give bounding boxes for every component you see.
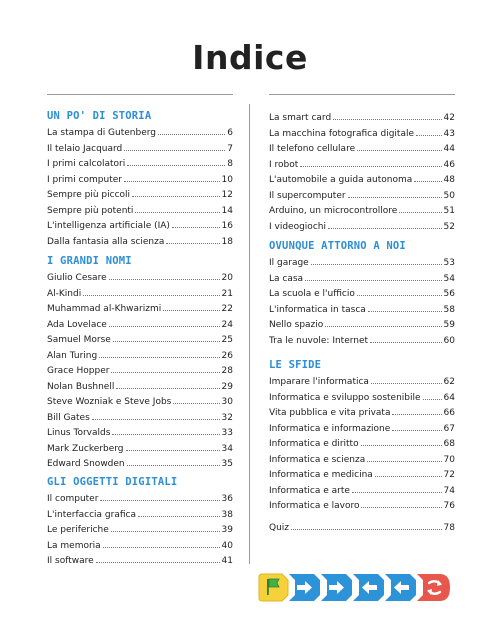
toc-entry-label: L'interfaccia grafica bbox=[47, 509, 136, 520]
toc-entry[interactable] bbox=[269, 303, 455, 316]
toc-entry[interactable] bbox=[269, 204, 455, 217]
toc-entry[interactable] bbox=[269, 127, 455, 140]
toc-entry-page-number: 25 bbox=[221, 335, 233, 345]
toc-entry-label: Sempre più piccoli bbox=[47, 190, 131, 200]
toc-entry-page-number: 62 bbox=[443, 377, 455, 387]
toc-entry-page-number: 28 bbox=[221, 366, 233, 376]
toc-entry[interactable] bbox=[47, 126, 233, 139]
toc-entry[interactable] bbox=[269, 318, 455, 331]
toc-entry-page-number: 53 bbox=[443, 258, 455, 268]
toc-entry-page-number: 35 bbox=[221, 459, 233, 469]
dot-leader bbox=[113, 333, 220, 342]
toc-entry-page-number: 58 bbox=[443, 304, 455, 315]
dot-leader bbox=[116, 380, 219, 389]
toc-entry-label: Nello spazio bbox=[269, 320, 324, 330]
toc-entry-page-number: 54 bbox=[443, 273, 455, 284]
toc-entry[interactable] bbox=[47, 457, 233, 470]
toc-entry-label: I primi computer bbox=[47, 174, 122, 185]
toc-entry-page-number: 7 bbox=[227, 143, 233, 154]
toc-entry-page-number: 8 bbox=[227, 159, 233, 169]
toc-entry[interactable] bbox=[269, 173, 455, 186]
toc-entry-label: Il software bbox=[47, 556, 94, 566]
dot-leader bbox=[357, 287, 442, 296]
toc-entry[interactable] bbox=[269, 158, 455, 171]
toc-entry-label: Vita pubblica e vita privata bbox=[269, 408, 391, 418]
toc-entry[interactable] bbox=[47, 349, 233, 362]
dot-leader bbox=[109, 318, 220, 327]
toc-entry[interactable] bbox=[47, 333, 233, 346]
toc-entry-label: Ada Lovelace bbox=[47, 319, 107, 330]
toc-entry-page-number: 40 bbox=[221, 540, 233, 551]
toc-entry-label: Le periferiche bbox=[47, 525, 109, 535]
dot-leader bbox=[92, 411, 220, 420]
dot-leader bbox=[416, 127, 442, 136]
dot-leader bbox=[111, 364, 219, 373]
toc-entry[interactable] bbox=[269, 256, 455, 269]
toc-entry-page-number: 50 bbox=[443, 190, 455, 201]
toc-entry-label: Arduino, un microcontrollore bbox=[269, 206, 398, 216]
toc-entry[interactable] bbox=[47, 188, 233, 201]
dot-leader bbox=[158, 126, 225, 135]
toc-entry-page-number: 68 bbox=[443, 439, 455, 449]
toc-entry-page-number: 42 bbox=[443, 113, 455, 123]
toc-entry-page-number: 30 bbox=[221, 397, 233, 407]
toc-entry-page-number: 41 bbox=[221, 556, 233, 566]
toc-entry-page-number: 76 bbox=[443, 501, 455, 511]
dot-leader bbox=[367, 453, 441, 462]
dot-leader bbox=[126, 442, 220, 451]
toc-entry-page-number: 29 bbox=[221, 381, 233, 392]
section-heading: UN PO' DI STORIA bbox=[47, 110, 152, 122]
dot-leader bbox=[100, 492, 219, 501]
toc-entry[interactable] bbox=[269, 422, 455, 435]
toc-entry-label: Muhammad al-Khwarizmi bbox=[47, 304, 162, 314]
dot-leader bbox=[83, 287, 219, 296]
dot-leader bbox=[392, 406, 441, 415]
toc-entry[interactable] bbox=[47, 364, 233, 377]
page-title: Indice bbox=[192, 38, 308, 77]
toc-entry-label: La macchina fotografica digitale bbox=[269, 128, 414, 139]
toc-entry-page-number: 34 bbox=[221, 443, 233, 454]
toc-entry-label: Informatica e informazione bbox=[269, 423, 391, 434]
toc-entry-label: I videogiochi bbox=[269, 221, 326, 232]
toc-entry-label: Il computer bbox=[47, 494, 99, 504]
toc-entry-page-number: 32 bbox=[221, 412, 233, 423]
right-header-rule bbox=[269, 94, 455, 95]
toc-entry[interactable] bbox=[47, 492, 233, 505]
toc-entry-label: Tra le nuvole: Internet bbox=[269, 335, 369, 346]
dot-leader bbox=[361, 437, 442, 446]
dot-leader bbox=[135, 204, 219, 213]
toc-entry-label: Informatica e diritto bbox=[269, 439, 359, 449]
dot-leader bbox=[325, 318, 441, 327]
toc-entry-label: La smart card bbox=[269, 113, 332, 123]
dot-leader bbox=[124, 173, 220, 182]
toc-entry[interactable] bbox=[47, 157, 233, 170]
column-divider bbox=[249, 104, 250, 564]
toc-entry-label: Informatica e arte bbox=[269, 485, 350, 496]
toc-entry-label: La stampa di Gutenberg bbox=[47, 128, 157, 138]
toc-entry[interactable] bbox=[47, 523, 233, 536]
dot-leader bbox=[138, 508, 220, 517]
toc-entry-page-number: 72 bbox=[443, 470, 455, 480]
toc-entry-label: Informatica e medicina bbox=[269, 470, 373, 480]
toc-entry-page-number: 59 bbox=[443, 320, 455, 330]
dot-leader bbox=[172, 219, 220, 228]
toc-entry-page-number: 46 bbox=[443, 159, 455, 170]
dot-leader bbox=[361, 499, 441, 508]
toc-entry-label: Edward Snowden bbox=[47, 459, 125, 469]
toc-entry-page-number: 67 bbox=[443, 423, 455, 434]
toc-entry[interactable] bbox=[47, 302, 233, 315]
toc-entry-page-number: 74 bbox=[443, 485, 455, 496]
dot-leader bbox=[291, 521, 442, 530]
toc-entry-label: L'informatica in tasca bbox=[269, 304, 366, 315]
toc-entry-label: Informatica e scienza bbox=[269, 454, 366, 465]
toc-entry-label: Grace Hopper bbox=[47, 366, 110, 376]
toc-entry-label: I primi calcolatori bbox=[47, 159, 126, 169]
toc-entry-label: Informatica e lavoro bbox=[269, 501, 360, 511]
toc-entry-page-number: 20 bbox=[221, 273, 233, 283]
toc-entry[interactable] bbox=[269, 142, 455, 155]
section-heading: LE SFIDE bbox=[269, 359, 322, 371]
toc-entry-label: Sempre più potenti bbox=[47, 205, 134, 216]
toc-entry-label: I robot bbox=[269, 159, 299, 170]
toc-entry-label: La casa bbox=[269, 273, 304, 284]
toc-entry-page-number: 39 bbox=[221, 525, 233, 535]
dot-leader bbox=[414, 173, 441, 182]
toc-entry[interactable] bbox=[47, 426, 233, 439]
section-heading: OVUNQUE ATTORNO A NOI bbox=[269, 240, 406, 252]
toc-entry[interactable] bbox=[47, 204, 233, 217]
dot-leader bbox=[305, 272, 441, 281]
toc-entry[interactable] bbox=[47, 539, 233, 552]
toc-entry-page-number: 56 bbox=[443, 289, 455, 299]
toc-entry-page-number: 66 bbox=[443, 408, 455, 418]
dot-leader bbox=[103, 539, 220, 548]
toc-entry[interactable] bbox=[47, 508, 233, 521]
toc-entry-page-number: 78 bbox=[443, 523, 455, 533]
dot-leader bbox=[352, 484, 442, 493]
toc-entry-label: Linus Torvalds bbox=[47, 428, 111, 438]
toc-entry-label: Imparare l'informatica bbox=[269, 377, 369, 387]
toc-entry-page-number: 21 bbox=[221, 288, 233, 299]
toc-entry[interactable] bbox=[269, 272, 455, 285]
toc-entry-label: Al-Kindi bbox=[47, 288, 82, 299]
dot-leader bbox=[124, 142, 225, 151]
toc-entry[interactable] bbox=[47, 219, 233, 232]
toc-entry[interactable] bbox=[269, 189, 455, 202]
toc-entry-page-number: 12 bbox=[221, 190, 233, 200]
dot-leader bbox=[348, 189, 442, 198]
toc-entry-label: Giulio Cesare bbox=[47, 273, 107, 283]
dot-leader bbox=[112, 426, 219, 435]
toc-entry[interactable] bbox=[47, 395, 233, 408]
section-heading: GLI OGGETTI DIGITALI bbox=[47, 476, 178, 488]
toc-entry[interactable] bbox=[269, 375, 455, 388]
dot-leader bbox=[163, 302, 219, 311]
toc-entry[interactable] bbox=[47, 380, 233, 393]
dot-leader bbox=[99, 349, 219, 358]
toc-entry[interactable] bbox=[269, 437, 455, 450]
toc-entry-label: La memoria bbox=[47, 540, 101, 551]
toc-entry-label: Informatica e sviluppo sostenibile bbox=[269, 392, 421, 403]
toc-entry[interactable] bbox=[47, 173, 233, 186]
toc-entry-page-number: 10 bbox=[221, 174, 233, 185]
repeat-block[interactable] bbox=[414, 571, 454, 604]
toc-entry-label: Alan Turing bbox=[47, 350, 98, 361]
dot-leader bbox=[370, 334, 441, 343]
toc-entry-page-number: 26 bbox=[221, 350, 233, 361]
toc-entry[interactable] bbox=[47, 318, 233, 331]
toc-entry-label: Il telefono cellulare bbox=[269, 144, 356, 154]
dot-leader bbox=[127, 157, 225, 166]
toc-entry-page-number: 16 bbox=[221, 221, 233, 231]
toc-entry-page-number: 33 bbox=[221, 428, 233, 438]
toc-entry-label: L'automobile a guida autonoma bbox=[269, 175, 413, 185]
dot-leader bbox=[357, 142, 441, 151]
toc-entry[interactable] bbox=[269, 111, 455, 124]
dot-leader bbox=[392, 422, 441, 431]
dot-leader bbox=[423, 391, 442, 400]
toc-entry[interactable] bbox=[269, 287, 455, 300]
toc-entry[interactable] bbox=[269, 406, 455, 419]
dot-leader bbox=[333, 111, 441, 120]
toc-entry-label: Il telaio Jacquard bbox=[47, 143, 123, 154]
dot-leader bbox=[111, 523, 220, 532]
toc-entry[interactable] bbox=[269, 521, 455, 534]
toc-entry-page-number: 38 bbox=[221, 509, 233, 520]
toc-entry-page-number: 43 bbox=[443, 128, 455, 139]
toc-entry-label: Il garage bbox=[269, 258, 309, 268]
toc-entry-page-number: 14 bbox=[221, 205, 233, 216]
dot-leader bbox=[127, 457, 220, 466]
toc-entry[interactable] bbox=[269, 391, 455, 404]
toc-entry[interactable] bbox=[47, 442, 233, 455]
toc-entry[interactable] bbox=[269, 468, 455, 481]
toc-entry[interactable] bbox=[47, 554, 233, 567]
dot-leader bbox=[399, 204, 441, 213]
toc-entry-label: Dalla fantasia alla scienza bbox=[47, 236, 165, 247]
dot-leader bbox=[311, 256, 442, 265]
toc-entry-page-number: 60 bbox=[443, 335, 455, 346]
toc-entry-label: Mark Zuckerberg bbox=[47, 443, 124, 454]
toc-entry-page-number: 18 bbox=[221, 236, 233, 247]
toc-entry-page-number: 36 bbox=[221, 494, 233, 504]
toc-entry[interactable] bbox=[269, 484, 455, 497]
toc-entry-label: Nolan Bushnell bbox=[47, 381, 115, 392]
toc-entry-page-number: 51 bbox=[443, 206, 455, 216]
toc-entry[interactable] bbox=[47, 235, 233, 248]
toc-entry-page-number: 48 bbox=[443, 175, 455, 185]
toc-entry[interactable] bbox=[47, 411, 233, 424]
toc-entry-page-number: 22 bbox=[221, 304, 233, 314]
dot-leader bbox=[300, 158, 441, 167]
toc-entry-label: Steve Wozniak e Steve Jobs bbox=[47, 397, 172, 407]
toc-entry-label: Il supercomputer bbox=[269, 190, 346, 201]
toc-entry[interactable] bbox=[269, 220, 455, 233]
toc-entry-page-number: 24 bbox=[221, 319, 233, 330]
toc-entry[interactable] bbox=[47, 271, 233, 284]
toc-entry-label: L'intelligenza artificiale (IA) bbox=[47, 221, 170, 231]
toc-entry-label: Quiz bbox=[269, 523, 290, 533]
dot-leader bbox=[173, 395, 219, 404]
toc-entry[interactable] bbox=[47, 142, 233, 155]
dot-leader bbox=[132, 188, 220, 197]
dot-leader bbox=[371, 375, 442, 384]
dot-leader bbox=[109, 271, 220, 280]
toc-entry-page-number: 52 bbox=[443, 221, 455, 232]
dot-leader bbox=[368, 303, 442, 312]
toc-entry[interactable] bbox=[269, 334, 455, 347]
toc-entry-label: Samuel Morse bbox=[47, 335, 111, 345]
section-heading: I GRANDI NOMI bbox=[47, 255, 132, 267]
dot-leader bbox=[166, 235, 219, 244]
toc-entry[interactable] bbox=[269, 499, 455, 512]
dot-leader bbox=[375, 468, 442, 477]
toc-entry-page-number: 64 bbox=[443, 392, 455, 403]
toc-entry[interactable] bbox=[269, 453, 455, 466]
toc-entry-page-number: 6 bbox=[227, 128, 233, 138]
toc-entry-page-number: 44 bbox=[443, 144, 455, 154]
left-header-rule bbox=[47, 94, 233, 95]
toc-entry-page-number: 70 bbox=[443, 454, 455, 465]
toc-entry-label: La scuola e l'ufficio bbox=[269, 289, 355, 299]
toc-entry-label: Bill Gates bbox=[47, 412, 90, 423]
toc-entry[interactable] bbox=[47, 287, 233, 300]
dot-leader bbox=[96, 554, 220, 563]
dot-leader bbox=[328, 220, 442, 229]
